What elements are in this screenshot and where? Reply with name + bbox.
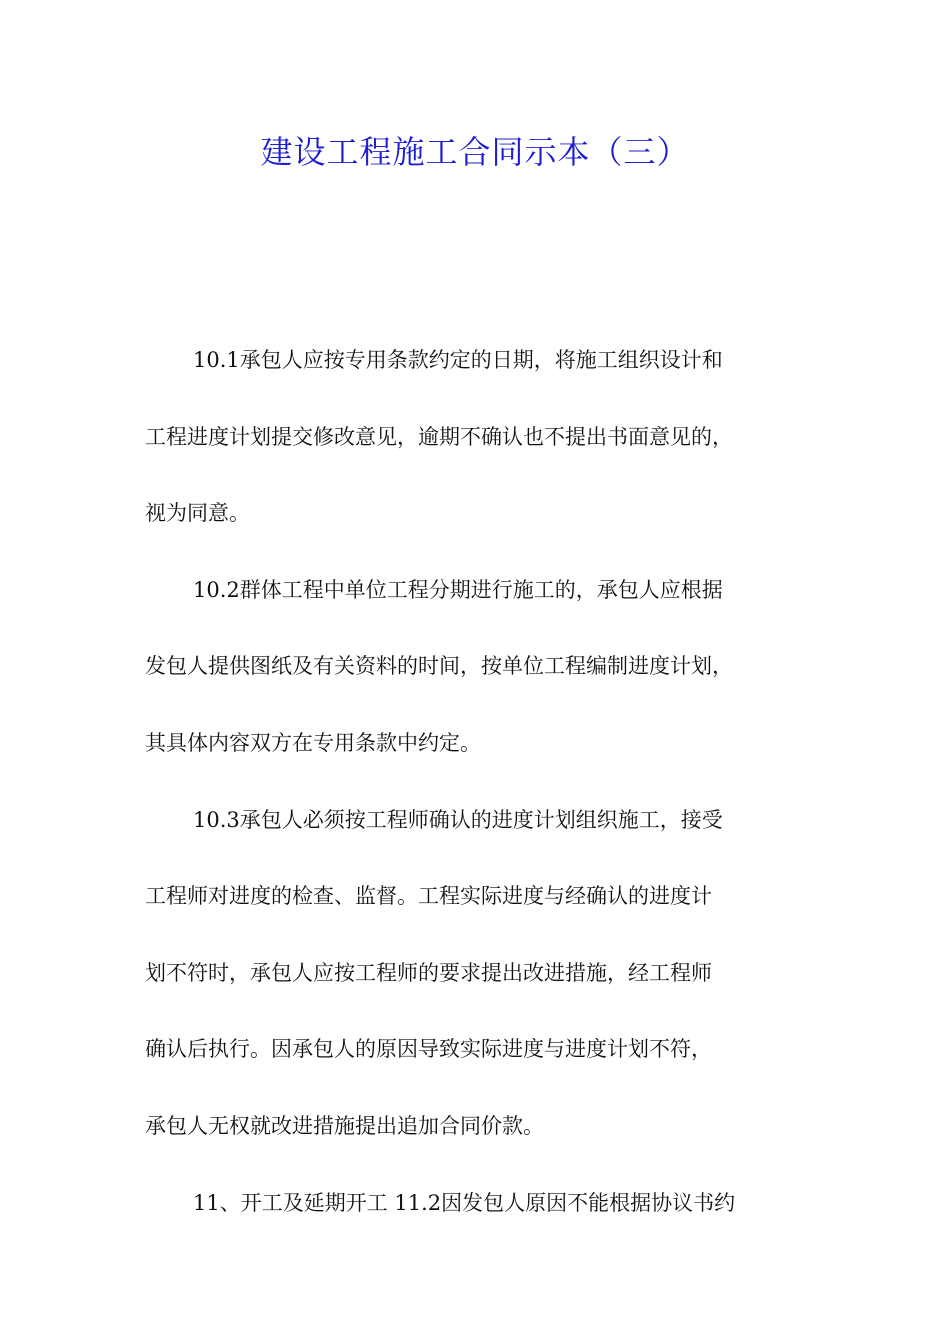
document-body — [145, 337, 825, 1256]
text-line: 视为同意。 — [145, 501, 250, 526]
text-line: 10.3承包人必须按工程师确认的进度计划组织施工，接受 — [193, 807, 723, 832]
text-line: 工程师对进度的检查、监督。工程实际进度与经确认的进度计 — [145, 884, 712, 909]
text-line: 承包人无权就改进措施提出追加合同价款。 — [145, 1113, 544, 1138]
text-line: 发包人提供图纸及有关资料的时间，按单位工程编制进度计划， — [145, 654, 733, 679]
document-title: 建设工程施工合同示本（三） — [260, 133, 690, 171]
text-line: 确认后执行。因承包人的原因导致实际进度与进度计划不符， — [145, 1037, 712, 1062]
text-line: 10.2群体工程中单位工程分期进行施工的，承包人应根据 — [193, 577, 723, 602]
text-line: 其具体内容双方在专用条款中约定。 — [145, 730, 481, 755]
text-line: 划不符时，承包人应按工程师的要求提出改进措施，经工程师 — [145, 960, 712, 985]
text-line: 10.1承包人应按专用条款约定的日期，将施工组织设计和 — [193, 348, 723, 372]
text-line: 工程进度计划提交修改意见，逾期不确认也不提出书面意见的， — [145, 424, 733, 449]
text-line: 11、开工及延期开工 11.2因发包人原因不能根据协议书约 — [193, 1190, 736, 1215]
